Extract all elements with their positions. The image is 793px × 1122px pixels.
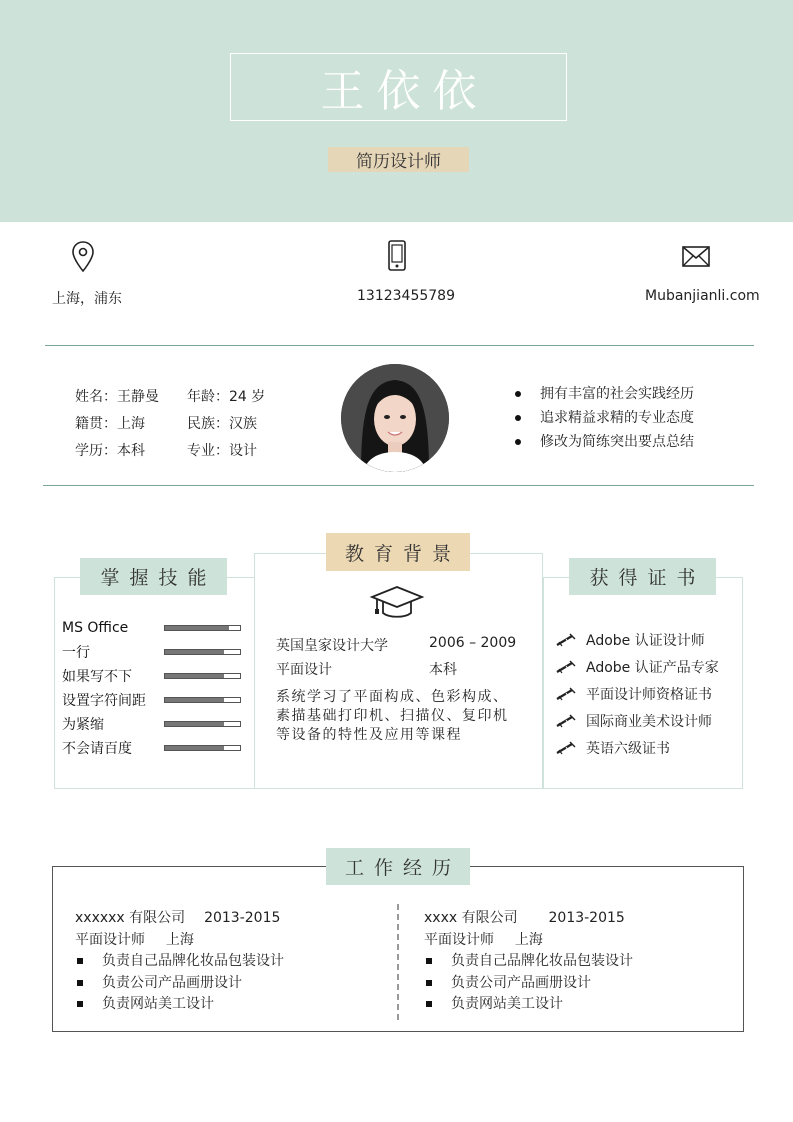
skill-row xyxy=(62,616,241,640)
work-duty: 负责网站美工设计 xyxy=(424,994,633,1016)
skills-list xyxy=(62,616,241,760)
mail-envelope-icon xyxy=(681,240,711,274)
work-duty: 负责自己品牌化妆品包装设计 xyxy=(424,951,633,973)
skill-name: MS Office xyxy=(62,620,129,636)
work-role-line xyxy=(75,930,284,952)
certificate-item xyxy=(555,653,719,680)
skill-name: 为紧缩 xyxy=(62,717,104,733)
work-period: 2013-2015 xyxy=(204,910,281,926)
work-column-divider xyxy=(397,904,399,1020)
info-name: 姓名：王静曼 xyxy=(75,389,159,405)
education-school: 英国皇家设计大学 xyxy=(276,638,388,654)
work-entry-1 xyxy=(75,908,284,1016)
graduation-cap-icon xyxy=(369,584,425,620)
education-heading: 教育背景 xyxy=(326,533,470,571)
highlight-item: 追求精益求精的专业态度 xyxy=(512,408,694,432)
work-duty: 负责公司产品画册设计 xyxy=(424,973,633,995)
info-origin: 籍贯：上海 xyxy=(75,416,145,432)
work-duties xyxy=(75,951,284,1016)
work-duties xyxy=(424,951,633,1016)
certificate-item xyxy=(555,734,719,761)
work-role-line xyxy=(424,930,633,952)
skill-name: 设置字符间距 xyxy=(62,693,146,709)
phone-text: 13123455789 xyxy=(357,288,455,304)
info-ethnicity: 民族：汉族 xyxy=(187,416,257,432)
location-text: 上海，浦东 xyxy=(52,291,122,307)
work-entry-2 xyxy=(424,908,633,1016)
skill-level-fill xyxy=(165,722,224,726)
diploma-scroll-icon xyxy=(555,633,577,647)
certificate-name: Adobe 认证设计师 xyxy=(586,632,705,649)
skill-name: 如果写不下 xyxy=(62,669,132,685)
work-duty: 负责网站美工设计 xyxy=(75,994,284,1016)
certificates-heading: 获得证书 xyxy=(569,558,716,595)
diploma-scroll-icon xyxy=(555,660,577,674)
info-major: 专业：设计 xyxy=(187,443,257,459)
skill-row xyxy=(62,688,241,712)
skill-name: 不会请百度 xyxy=(62,741,132,757)
skill-level-bar xyxy=(164,745,241,751)
info-age: 年龄：24 岁 xyxy=(187,389,266,405)
divider-top xyxy=(45,345,754,346)
certificate-item xyxy=(555,680,719,707)
skill-row xyxy=(62,712,241,736)
skill-row xyxy=(62,736,241,760)
certificate-item xyxy=(555,626,719,653)
skill-row xyxy=(62,640,241,664)
work-heading: 工作经历 xyxy=(326,848,470,885)
location-pin-icon xyxy=(68,240,98,274)
work-city: 上海 xyxy=(165,931,194,948)
skill-name: 一行 xyxy=(62,645,90,661)
work-company: xxxxxx 有限公司 xyxy=(75,910,186,926)
work-role: 平面设计师 xyxy=(424,931,494,948)
certificate-name: Adobe 认证产品专家 xyxy=(586,659,719,676)
name-frame xyxy=(230,53,567,121)
mobile-phone-icon xyxy=(382,239,412,273)
divider-mid xyxy=(43,485,754,486)
certificates-list xyxy=(555,626,719,761)
work-company: xxxx 有限公司 xyxy=(424,910,518,926)
email-text: Mubanjianli.com xyxy=(645,288,760,304)
skill-level-fill xyxy=(165,698,224,702)
certificate-item xyxy=(555,707,719,734)
skills-heading: 掌握技能 xyxy=(80,558,227,595)
work-duty: 负责公司产品画册设计 xyxy=(75,973,284,995)
skill-level-bar xyxy=(164,625,241,631)
certificate-name: 英语六级证书 xyxy=(586,740,670,757)
skill-level-bar xyxy=(164,673,241,679)
skill-level-bar xyxy=(164,649,241,655)
education-description: 系统学习了平面构成、色彩构成、素描基础打印机、扫描仪、复印机等设备的特性及应用等课程 xyxy=(276,689,509,743)
diploma-scroll-icon xyxy=(555,687,577,701)
highlight-item: 拥有丰富的社会实践经历 xyxy=(512,384,694,408)
job-title-badge: 简历设计师 xyxy=(328,147,469,172)
education-degree: 本科 xyxy=(429,662,457,678)
highlight-item: 修改为简练突出要点总结 xyxy=(512,432,694,456)
skill-level-bar xyxy=(164,697,241,703)
diploma-scroll-icon xyxy=(555,741,577,755)
info-education: 学历：本科 xyxy=(75,443,145,459)
work-city: 上海 xyxy=(514,931,543,948)
certificate-name: 平面设计师资格证书 xyxy=(586,686,712,703)
diploma-scroll-icon xyxy=(555,714,577,728)
education-major: 平面设计 xyxy=(276,662,332,678)
work-period: 2013-2015 xyxy=(548,910,625,926)
education-period: 2006 – 2009 xyxy=(429,635,517,651)
skill-level-fill xyxy=(165,626,229,630)
skill-row xyxy=(62,664,241,688)
work-role: 平面设计师 xyxy=(75,931,145,948)
highlights-list xyxy=(512,384,694,456)
skill-level-fill xyxy=(165,746,224,750)
certificate-name: 国际商业美术设计师 xyxy=(586,713,712,730)
work-company-line xyxy=(75,908,284,930)
profile-photo xyxy=(341,364,449,472)
work-duty: 负责自己品牌化妆品包装设计 xyxy=(75,951,284,973)
work-company-line xyxy=(424,908,633,930)
skill-level-fill xyxy=(165,674,224,678)
skill-level-bar xyxy=(164,721,241,727)
skill-level-fill xyxy=(165,650,224,654)
candidate-name: 王依依 xyxy=(320,66,489,117)
